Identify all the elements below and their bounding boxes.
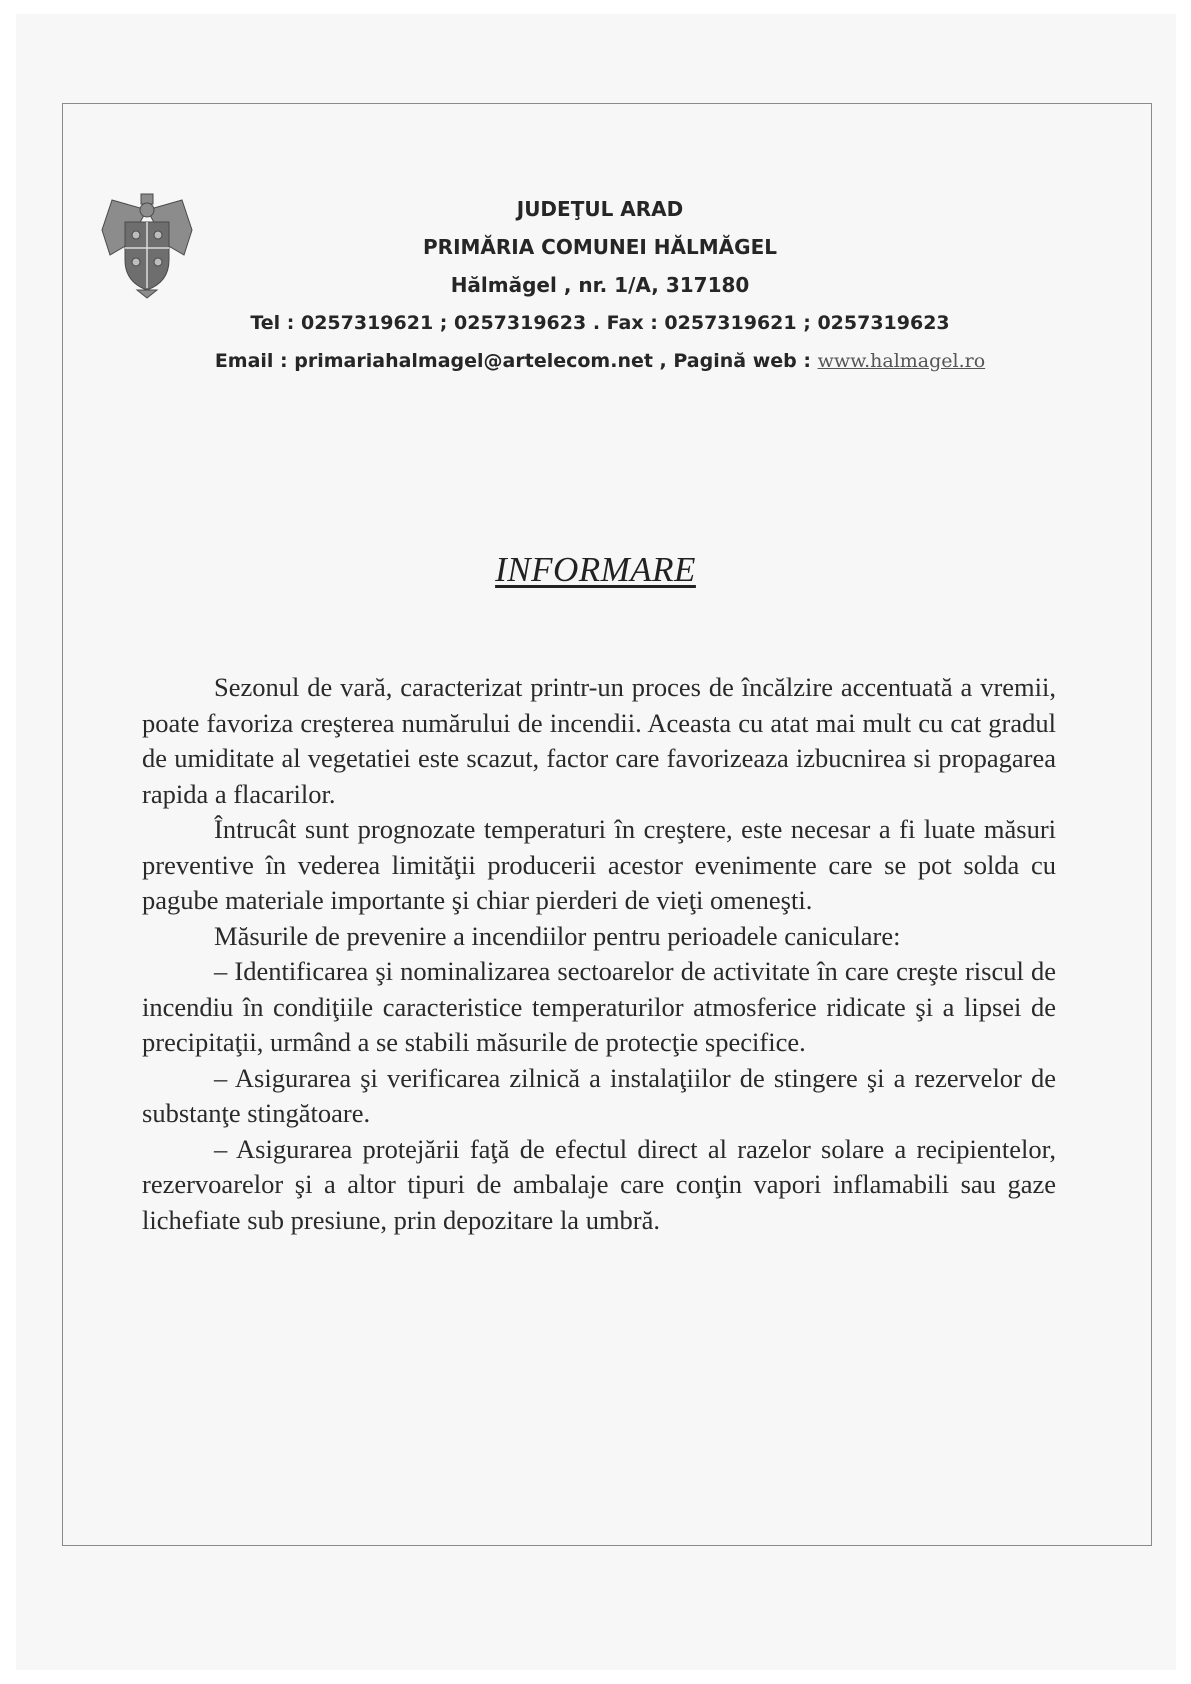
website-link[interactable]: www.halmagel.ro <box>817 350 986 372</box>
contact-phone-fax: Tel : 0257319621 ; 0257319623 . Fax : 0257319621 ; 0257319623 <box>250 312 950 334</box>
paragraph: Întrucât sunt prognozate temperaturi în creştere, este necesar a fi luate măsuri preventive în vederea limităţii producerii acestor evenimente care se pot solda cu pagube materiale importante şi chiar pierderi de vieţi omeneşti. <box>142 814 1056 915</box>
document-body <box>142 670 1056 1238</box>
letterhead <box>150 190 1050 380</box>
list-item: – Asigurarea protejării faţă de efectul direct al razelor solare a recipientelor, rezervoarelor şi a altor tipuri de ambalaje care conţin vapori inflamabili sau gaze lichefiate sub presiune, prin depozitare la umbră. <box>142 1133 1056 1235</box>
list-item: – Identificarea şi nominalizarea sectoarelor de activitate în care creşte riscul de incendiu în condiţiile caracteristice temperaturilor atmosferice ridicate şi a lipsei de precipitaţii, urmând a se stabili măsurile de protecţie specifice. <box>142 956 1056 1057</box>
paragraph: Sezonul de vară, caracterizat printr-un proces de încălzire accentuată a vremii, poate favoriza creşterea numărului de incendii. Aceasta cu atat mai mult cu cat gradul de umiditate al vegetatiei este scazut, factor care favorizeaza izbucnirea si propagarea rapida a flacarilor. <box>142 672 1056 809</box>
document-title: INFORMARE <box>495 550 696 589</box>
office-address: Hălmăgel , nr. 1/A, 317180 <box>450 273 750 297</box>
contact-email-web <box>150 342 1050 380</box>
office-name: PRIMĂRIA COMUNEI HĂLMĂGEL <box>423 235 777 259</box>
county-name: JUDEŢUL ARAD <box>516 197 684 221</box>
email-label: Email : primariahalmagel@artelecom.net , Pagină web : <box>214 350 818 372</box>
list-item: – Asigurarea şi verificarea zilnică a instalaţiilor de stingere şi a rezervelor de substanţe stingătoare. <box>142 1062 1056 1128</box>
paragraph: Măsurile de prevenire a incendiilor pentru perioadele caniculare: <box>214 920 901 951</box>
